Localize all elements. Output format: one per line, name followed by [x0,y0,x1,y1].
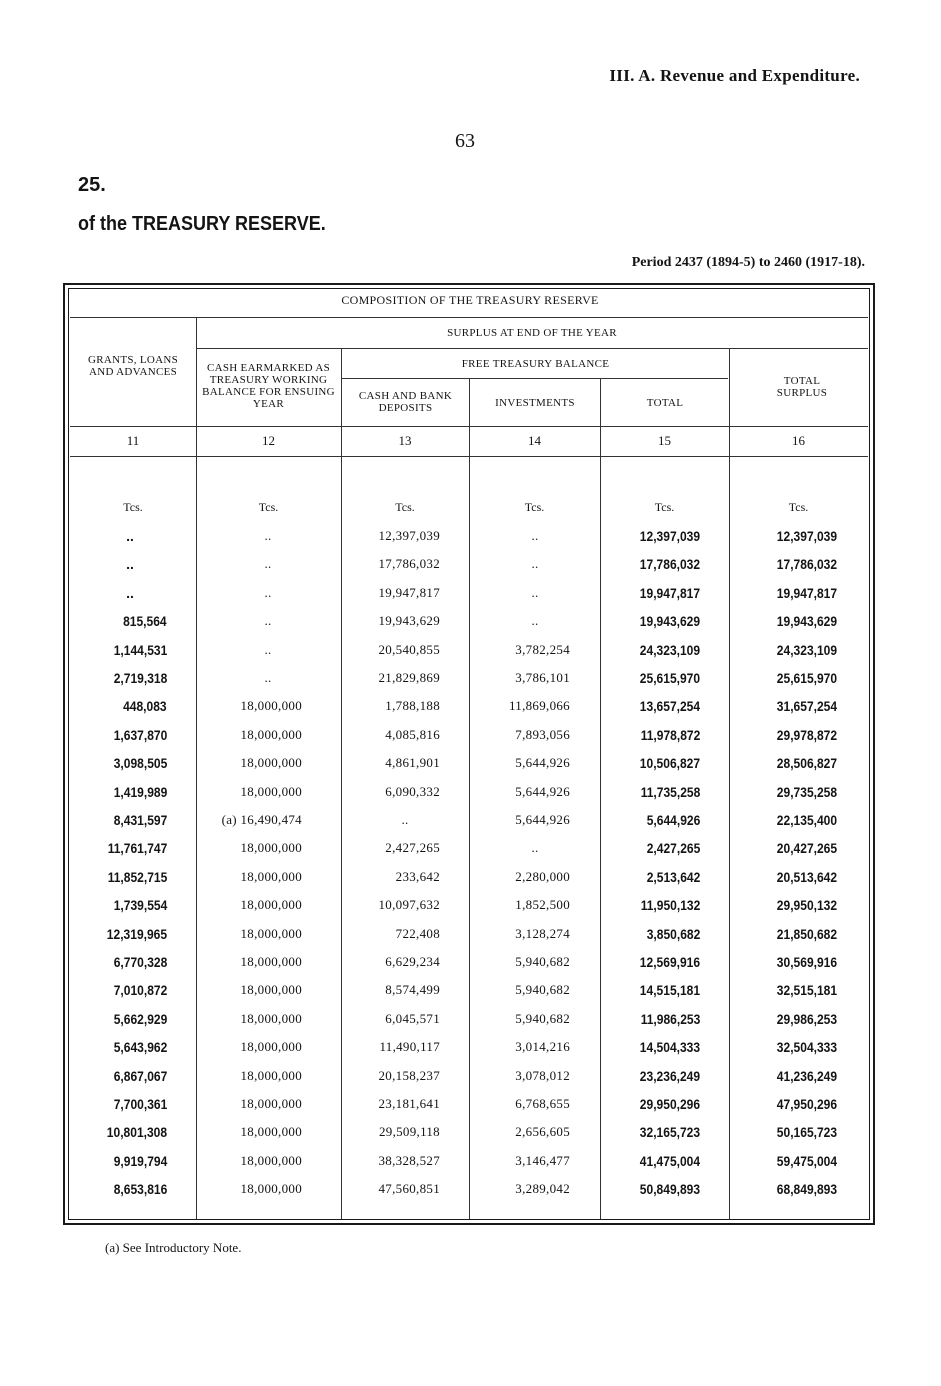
table-cell: 24,323,109 [776,641,837,658]
table-cell: 47,560,851 [378,1181,440,1197]
table-cell: 3,146,477 [515,1152,570,1168]
rule-col-5 [729,349,730,1219]
table-cell: 32,515,181 [776,982,837,999]
unit-label: Tcs. [788,500,809,514]
table-cell: 3,782,254 [515,641,570,657]
table-cell: 5,644,926 [646,812,700,828]
table-cell: .. [531,528,539,543]
table-cell: 3,786,101 [515,670,570,685]
table-cell: 12,397,039 [378,528,440,543]
table-cell: 23,236,249 [639,1067,700,1084]
table-cell: 19,943,629 [776,613,837,630]
table-cell: 2,427,265 [646,840,700,857]
table-cell: .. [264,528,272,543]
table-cell: 18,000,000 [240,726,302,742]
table-cell: 6,090,332 [385,783,440,799]
table-cell: 3,128,274 [515,925,570,941]
table-cell: 47,950,296 [776,1096,837,1112]
unit-label: Tcs. [258,500,279,514]
running-header: III. A. Revenue and Expenditure. [609,66,860,85]
table-cell: 1,788,188 [385,698,440,714]
table-cell: 30,569,916 [776,954,837,970]
table-cell: 3,078,012 [515,1067,570,1083]
table-cell: 18,000,000 [240,1039,302,1055]
table-cell: 12,569,916 [639,954,700,970]
table-cell: 1,637,870 [113,726,167,743]
table-cell: .. [126,556,134,573]
table-cell: 5,940,682 [515,1010,570,1026]
table-cell: 18,000,000 [240,897,302,913]
table-cell: 6,768,655 [515,1096,570,1111]
table-cell: 6,770,328 [113,954,167,970]
rule-col-1 [196,318,197,1219]
table-cell: 11,761,747 [107,840,167,857]
table-cell: 5,644,926 [515,783,570,799]
section-number: 25. [78,174,106,196]
table-cell: 233,642 [395,868,440,884]
table-cell: 19,947,817 [776,584,837,601]
free-balance-header: FREE TREASURY BALANCE [461,358,610,370]
table-cell: 11,735,258 [640,783,700,800]
rule-col-2 [341,349,342,1219]
table-cell: 18,000,000 [240,755,302,771]
table-cell: 2,280,000 [515,868,570,884]
table-cell: 1,144,531 [113,641,167,658]
table-cell: .. [531,840,539,856]
composition-header: COMPOSITION OF THE TREASURY RESERVE [341,293,599,307]
table-cell: 2,719,318 [113,670,167,686]
table-cell: 12,397,039 [639,528,700,544]
table-cell: 22,135,400 [776,812,837,828]
table-cell: 23,181,641 [378,1096,440,1111]
table-cell: 20,427,265 [776,840,837,857]
table-cell: .. [126,528,134,544]
table-cell: 21,829,869 [378,670,440,685]
table-cell: 59,475,004 [776,1152,837,1169]
table-cell: 38,328,527 [378,1152,440,1168]
table-cell: 31,657,254 [776,698,837,715]
table-cell: 18,000,000 [240,1152,302,1168]
table-cell: 68,849,893 [776,1181,837,1198]
table-cell: 5,644,926 [515,812,570,827]
table-cell: 10,097,632 [378,897,440,913]
table-cell: 18,000,000 [240,1010,302,1026]
table-cell: 17,786,032 [378,556,440,572]
page-title: of the TREASURY RESERVE. [78,213,326,235]
table-cell: .. [264,641,272,657]
header-investments: INVESTMENTS [495,397,575,409]
table-cell: 18,000,000 [240,698,302,714]
table-cell: 1,419,989 [113,783,167,800]
col-number-13: 13 [398,433,412,448]
table-cell: .. [264,584,272,600]
table-cell: 4,085,816 [385,726,440,742]
table-cell: 8,574,499 [385,982,440,998]
table-cell: 19,947,817 [378,584,440,600]
table-cell: 18,000,000 [240,868,302,884]
table-cell: 3,289,042 [515,1181,570,1197]
table-cell: .. [264,556,272,572]
table-cell: 29,978,872 [776,726,837,743]
table-cell: 2,427,265 [385,840,440,856]
header-cash: CASH AND BANK DEPOSITS [358,390,453,414]
header-total: TOTAL [646,397,684,409]
rule-free-balance [342,378,728,379]
table-cell: 29,509,118 [378,1124,440,1140]
table-cell: 11,978,872 [640,726,700,743]
rule-composition [70,317,868,318]
table-cell: 20,513,642 [776,868,837,885]
table-cell: 7,010,872 [113,982,167,999]
table-cell: 19,947,817 [639,584,700,601]
table-cell: .. [531,613,539,629]
page-number: 63 [455,130,475,152]
table-cell: 11,986,253 [640,1010,700,1027]
table-cell: 13,657,254 [639,698,700,715]
table-cell: 41,475,004 [639,1152,700,1169]
table-cell: 5,662,929 [113,1010,167,1027]
table-cell: 6,045,571 [385,1010,440,1026]
period-label: Period 2437 (1894-5) to 2460 (1917-18). [631,255,865,270]
table-cell: .. [531,556,539,572]
table-cell: 50,165,723 [776,1124,837,1141]
table-cell: 25,615,970 [776,670,837,686]
table-cell: .. [264,613,272,629]
col-number-15: 15 [658,433,671,448]
table-cell: 50,849,893 [639,1181,700,1198]
table-cell: 18,000,000 [240,840,302,856]
table-cell: 8,653,816 [113,1181,167,1198]
table-cell: 5,644,926 [515,755,570,771]
table-cell: 14,504,333 [639,1039,700,1056]
table-cell: 11,950,132 [640,897,700,914]
table-cell: 7,700,361 [113,1096,167,1112]
table-cell: 3,014,216 [515,1039,570,1055]
rule-surplus [196,348,868,349]
table-cell: 19,943,629 [378,613,440,629]
table-cell: 18,000,000 [240,982,302,998]
table-cell: 24,323,109 [639,641,700,658]
table-cell: .. [264,670,272,685]
table-cell: 7,893,056 [515,726,570,742]
table-cell: (a) 16,490,474 [221,812,302,827]
table-cell: .. [401,812,409,827]
footnote: (a) See Introductory Note. [105,1240,242,1255]
table-cell: 4,861,901 [385,755,440,771]
table-cell: 29,950,296 [639,1096,700,1112]
table-cell: 1,852,500 [515,897,570,913]
table-cell: 448,083 [123,698,167,715]
col-number-12: 12 [262,433,275,448]
table-cell: 2,656,605 [515,1124,570,1140]
table-cell: 29,735,258 [776,783,837,800]
table-cell: 29,986,253 [776,1010,837,1027]
header-grants: GRANTS, LOANS AND ADVANCES [87,354,179,378]
table-cell: 10,801,308 [106,1124,167,1141]
table-cell: 10,506,827 [639,755,700,772]
table-cell: 25,615,970 [639,670,700,686]
table-cell: 14,515,181 [639,982,700,999]
table-cell: 17,786,032 [639,556,700,573]
table-cell: 41,236,249 [776,1067,837,1084]
table-cell: 6,629,234 [385,954,440,969]
table-cell: 32,165,723 [639,1124,700,1141]
table-cell: 815,564 [123,613,167,630]
table-cell: 3,098,505 [113,755,167,772]
table-cell: 18,000,000 [240,783,302,799]
surplus-header: SURPLUS AT END OF THE YEAR [447,327,617,339]
table-cell: 11,490,117 [379,1039,440,1055]
col-number-11: 11 [126,433,140,448]
table-cell: 21,850,682 [776,925,837,942]
table-cell: 1,739,554 [113,897,167,914]
table-cell: 12,397,039 [776,528,837,544]
table-cell: 2,513,642 [646,868,700,885]
table-cell: .. [531,584,539,600]
table-cell: 11,869,066 [508,698,570,714]
table-cell: 32,504,333 [776,1039,837,1056]
table-cell: 18,000,000 [240,925,302,941]
table-cell: 9,919,794 [113,1152,167,1169]
table-cell: 17,786,032 [776,556,837,573]
col-number-14: 14 [528,433,541,448]
table-cell: 20,158,237 [378,1067,440,1083]
table-cell: 3,850,682 [646,925,700,942]
table-cell: 18,000,000 [240,954,302,969]
table-cell: .. [126,584,134,601]
table-cell: 28,506,827 [776,755,837,772]
header-total-surplus: TOTAL SURPLUS [776,375,828,399]
col-number-16: 16 [792,433,805,448]
table-cell: 6,867,067 [113,1067,167,1084]
unit-label: Tcs. [123,500,143,514]
table-cell: 5,940,682 [515,982,570,998]
header-earmarked: CASH EARMARKED AS TREASURY WORKING BALANCE FOR ENSUING YEAR [202,362,335,410]
table-cell: 722,408 [395,925,440,941]
table-cell: 8,431,597 [113,812,167,828]
table-cell: 12,319,965 [106,925,167,942]
unit-label: Tcs. [524,500,545,514]
unit-label: Tcs. [395,500,415,514]
unit-label: Tcs. [654,500,675,514]
table-cell: 18,000,000 [240,1124,302,1140]
table-cell: 20,540,855 [378,641,440,657]
table-cell: 18,000,000 [240,1096,302,1111]
table-cell: 5,940,682 [515,954,570,969]
table-cell: 18,000,000 [240,1067,302,1083]
table-cell: 5,643,962 [113,1039,167,1056]
table-cell: 29,950,132 [776,897,837,914]
table-cell: 19,943,629 [639,613,700,630]
table-cell: 18,000,000 [240,1181,302,1197]
table-cell: 11,852,715 [107,868,167,885]
